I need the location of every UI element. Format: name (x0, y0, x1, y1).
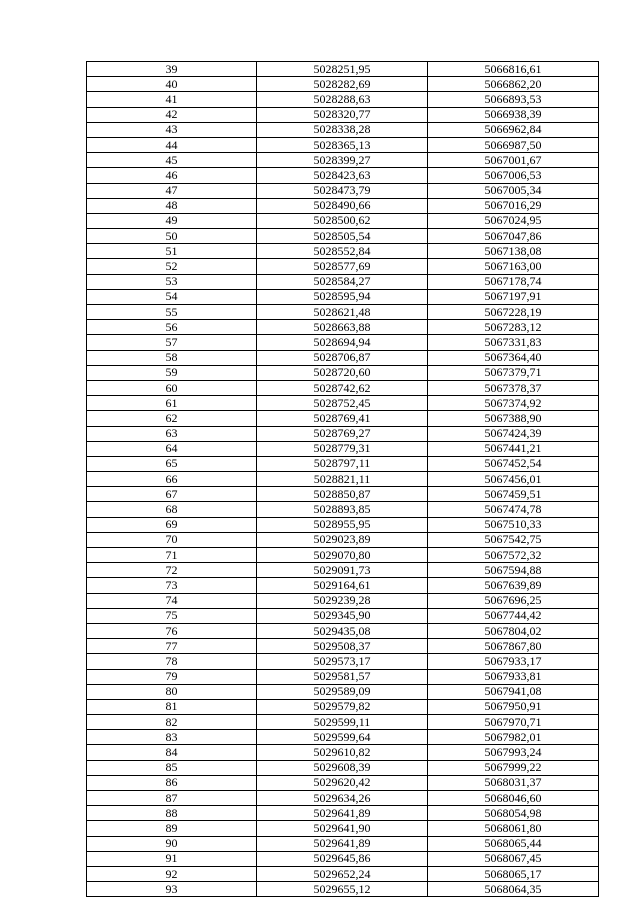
y-coordinate-cell: 5068065,44 (428, 836, 599, 851)
table-row (87, 122, 599, 137)
table-row (87, 563, 599, 578)
y-coordinate-cell: 5066862,20 (428, 77, 599, 92)
point-number-cell: 80 (87, 684, 257, 699)
x-coordinate-cell: 5028577,69 (257, 259, 428, 274)
table-row (87, 396, 599, 411)
y-coordinate-cell: 5067178,74 (428, 274, 599, 289)
table-row (87, 244, 599, 259)
x-coordinate-cell: 5028365,13 (257, 137, 428, 152)
table-row (87, 229, 599, 244)
x-coordinate-cell: 5029641,90 (257, 821, 428, 836)
point-number-cell: 55 (87, 305, 257, 320)
x-coordinate-cell: 5029610,82 (257, 745, 428, 760)
x-coordinate-cell: 5028663,88 (257, 320, 428, 335)
table-row (87, 335, 599, 350)
x-coordinate-cell: 5028797,11 (257, 456, 428, 471)
x-coordinate-cell: 5028769,41 (257, 411, 428, 426)
x-coordinate-cell: 5029508,37 (257, 639, 428, 654)
y-coordinate-cell: 5068067,45 (428, 851, 599, 866)
y-coordinate-cell: 5067594,88 (428, 563, 599, 578)
x-coordinate-cell: 5029641,89 (257, 806, 428, 821)
x-coordinate-cell: 5028779,31 (257, 441, 428, 456)
x-coordinate-cell: 5029573,17 (257, 654, 428, 669)
table-row (87, 441, 599, 456)
y-coordinate-cell: 5067950,91 (428, 699, 599, 714)
y-coordinate-cell: 5067006,53 (428, 168, 599, 183)
table-row (87, 623, 599, 638)
x-coordinate-cell: 5028505,54 (257, 229, 428, 244)
x-coordinate-cell: 5028706,87 (257, 350, 428, 365)
point-number-cell: 90 (87, 836, 257, 851)
table-row (87, 654, 599, 669)
y-coordinate-cell: 5067001,67 (428, 153, 599, 168)
table-row (87, 274, 599, 289)
table-row (87, 153, 599, 168)
x-coordinate-cell: 5029599,11 (257, 715, 428, 730)
x-coordinate-cell: 5028850,87 (257, 487, 428, 502)
x-coordinate-cell: 5028423,63 (257, 168, 428, 183)
table-row (87, 305, 599, 320)
x-coordinate-cell: 5028552,84 (257, 244, 428, 259)
point-number-cell: 87 (87, 791, 257, 806)
coordinates-table-body (87, 62, 599, 897)
y-coordinate-cell: 5068064,35 (428, 882, 599, 897)
point-number-cell: 91 (87, 851, 257, 866)
table-row (87, 775, 599, 790)
table-row (87, 502, 599, 517)
table-row (87, 669, 599, 684)
y-coordinate-cell: 5067024,95 (428, 213, 599, 228)
x-coordinate-cell: 5029655,12 (257, 882, 428, 897)
x-coordinate-cell: 5028490,66 (257, 198, 428, 213)
point-number-cell: 52 (87, 259, 257, 274)
point-number-cell: 50 (87, 229, 257, 244)
y-coordinate-cell: 5067933,17 (428, 654, 599, 669)
y-coordinate-cell: 5067510,33 (428, 517, 599, 532)
point-number-cell: 82 (87, 715, 257, 730)
x-coordinate-cell: 5029091,73 (257, 563, 428, 578)
y-coordinate-cell: 5066962,84 (428, 122, 599, 137)
table-row (87, 608, 599, 623)
x-coordinate-cell: 5029652,24 (257, 866, 428, 881)
y-coordinate-cell: 5067197,91 (428, 289, 599, 304)
table-row (87, 745, 599, 760)
table-row (87, 517, 599, 532)
point-number-cell: 49 (87, 213, 257, 228)
x-coordinate-cell: 5029070,80 (257, 548, 428, 563)
y-coordinate-cell: 5067459,51 (428, 487, 599, 502)
x-coordinate-cell: 5029608,39 (257, 760, 428, 775)
point-number-cell: 71 (87, 548, 257, 563)
point-number-cell: 79 (87, 669, 257, 684)
table-row (87, 411, 599, 426)
point-number-cell: 70 (87, 532, 257, 547)
coordinates-table (86, 61, 599, 897)
table-row (87, 730, 599, 745)
table-row (87, 168, 599, 183)
x-coordinate-cell: 5028320,77 (257, 107, 428, 122)
point-number-cell: 85 (87, 760, 257, 775)
y-coordinate-cell: 5067441,21 (428, 441, 599, 456)
table-row (87, 92, 599, 107)
table-row (87, 806, 599, 821)
x-coordinate-cell: 5028282,69 (257, 77, 428, 92)
y-coordinate-cell: 5066893,53 (428, 92, 599, 107)
x-coordinate-cell: 5029599,64 (257, 730, 428, 745)
x-coordinate-cell: 5029239,28 (257, 593, 428, 608)
x-coordinate-cell: 5028893,85 (257, 502, 428, 517)
point-number-cell: 43 (87, 122, 257, 137)
point-number-cell: 61 (87, 396, 257, 411)
y-coordinate-cell: 5067867,80 (428, 639, 599, 654)
y-coordinate-cell: 5068054,98 (428, 806, 599, 821)
table-row (87, 760, 599, 775)
point-number-cell: 54 (87, 289, 257, 304)
y-coordinate-cell: 5066816,61 (428, 62, 599, 77)
x-coordinate-cell: 5028821,11 (257, 472, 428, 487)
x-coordinate-cell: 5028399,27 (257, 153, 428, 168)
point-number-cell: 60 (87, 380, 257, 395)
y-coordinate-cell: 5067452,54 (428, 456, 599, 471)
table-row (87, 578, 599, 593)
x-coordinate-cell: 5028338,28 (257, 122, 428, 137)
point-number-cell: 64 (87, 441, 257, 456)
y-coordinate-cell: 5067228,19 (428, 305, 599, 320)
point-number-cell: 53 (87, 274, 257, 289)
table-row (87, 593, 599, 608)
y-coordinate-cell: 5067639,89 (428, 578, 599, 593)
y-coordinate-cell: 5067941,08 (428, 684, 599, 699)
x-coordinate-cell: 5028621,48 (257, 305, 428, 320)
x-coordinate-cell: 5029581,57 (257, 669, 428, 684)
point-number-cell: 57 (87, 335, 257, 350)
point-number-cell: 58 (87, 350, 257, 365)
point-number-cell: 75 (87, 608, 257, 623)
point-number-cell: 74 (87, 593, 257, 608)
point-number-cell: 44 (87, 137, 257, 152)
y-coordinate-cell: 5066987,50 (428, 137, 599, 152)
y-coordinate-cell: 5067744,42 (428, 608, 599, 623)
y-coordinate-cell: 5067283,12 (428, 320, 599, 335)
point-number-cell: 67 (87, 487, 257, 502)
x-coordinate-cell: 5028473,79 (257, 183, 428, 198)
table-row (87, 289, 599, 304)
table-row (87, 456, 599, 471)
table-row (87, 259, 599, 274)
y-coordinate-cell: 5067138,08 (428, 244, 599, 259)
table-row (87, 882, 599, 897)
y-coordinate-cell: 5067999,22 (428, 760, 599, 775)
y-coordinate-cell: 5067542,75 (428, 532, 599, 547)
x-coordinate-cell: 5029435,08 (257, 623, 428, 638)
x-coordinate-cell: 5029023,89 (257, 532, 428, 547)
table-row (87, 198, 599, 213)
table-row (87, 791, 599, 806)
x-coordinate-cell: 5029345,90 (257, 608, 428, 623)
y-coordinate-cell: 5067933,81 (428, 669, 599, 684)
y-coordinate-cell: 5067374,92 (428, 396, 599, 411)
y-coordinate-cell: 5067804,02 (428, 623, 599, 638)
y-coordinate-cell: 5067696,25 (428, 593, 599, 608)
point-number-cell: 81 (87, 699, 257, 714)
point-number-cell: 76 (87, 623, 257, 638)
y-coordinate-cell: 5067379,71 (428, 365, 599, 380)
x-coordinate-cell: 5028584,27 (257, 274, 428, 289)
point-number-cell: 78 (87, 654, 257, 669)
y-coordinate-cell: 5067424,39 (428, 426, 599, 441)
table-row (87, 213, 599, 228)
point-number-cell: 69 (87, 517, 257, 532)
y-coordinate-cell: 5067163,00 (428, 259, 599, 274)
y-coordinate-cell: 5067982,01 (428, 730, 599, 745)
table-row (87, 380, 599, 395)
y-coordinate-cell: 5067993,24 (428, 745, 599, 760)
point-number-cell: 86 (87, 775, 257, 790)
point-number-cell: 84 (87, 745, 257, 760)
y-coordinate-cell: 5067388,90 (428, 411, 599, 426)
x-coordinate-cell: 5029645,86 (257, 851, 428, 866)
point-number-cell: 66 (87, 472, 257, 487)
point-number-cell: 46 (87, 168, 257, 183)
x-coordinate-cell: 5028595,94 (257, 289, 428, 304)
point-number-cell: 77 (87, 639, 257, 654)
point-number-cell: 65 (87, 456, 257, 471)
y-coordinate-cell: 5067005,34 (428, 183, 599, 198)
table-row (87, 851, 599, 866)
x-coordinate-cell: 5028694,94 (257, 335, 428, 350)
x-coordinate-cell: 5029641,89 (257, 836, 428, 851)
table-row (87, 715, 599, 730)
point-number-cell: 41 (87, 92, 257, 107)
point-number-cell: 42 (87, 107, 257, 122)
point-number-cell: 47 (87, 183, 257, 198)
table-row (87, 77, 599, 92)
table-row (87, 426, 599, 441)
point-number-cell: 63 (87, 426, 257, 441)
x-coordinate-cell: 5029620,42 (257, 775, 428, 790)
point-number-cell: 73 (87, 578, 257, 593)
table-row (87, 62, 599, 77)
point-number-cell: 56 (87, 320, 257, 335)
y-coordinate-cell: 5068031,37 (428, 775, 599, 790)
y-coordinate-cell: 5066938,39 (428, 107, 599, 122)
y-coordinate-cell: 5067331,83 (428, 335, 599, 350)
point-number-cell: 51 (87, 244, 257, 259)
table-row (87, 183, 599, 198)
table-row (87, 866, 599, 881)
point-number-cell: 72 (87, 563, 257, 578)
y-coordinate-cell: 5067572,32 (428, 548, 599, 563)
x-coordinate-cell: 5029164,61 (257, 578, 428, 593)
x-coordinate-cell: 5028752,45 (257, 396, 428, 411)
table-row (87, 320, 599, 335)
point-number-cell: 88 (87, 806, 257, 821)
y-coordinate-cell: 5067364,40 (428, 350, 599, 365)
y-coordinate-cell: 5067016,29 (428, 198, 599, 213)
x-coordinate-cell: 5028500,62 (257, 213, 428, 228)
y-coordinate-cell: 5067047,86 (428, 229, 599, 244)
x-coordinate-cell: 5028251,95 (257, 62, 428, 77)
table-row (87, 548, 599, 563)
point-number-cell: 89 (87, 821, 257, 836)
point-number-cell: 62 (87, 411, 257, 426)
point-number-cell: 93 (87, 882, 257, 897)
point-number-cell: 40 (87, 77, 257, 92)
point-number-cell: 48 (87, 198, 257, 213)
table-row (87, 107, 599, 122)
table-row (87, 472, 599, 487)
x-coordinate-cell: 5028720,60 (257, 365, 428, 380)
point-number-cell: 92 (87, 866, 257, 881)
point-number-cell: 59 (87, 365, 257, 380)
y-coordinate-cell: 5067456,01 (428, 472, 599, 487)
y-coordinate-cell: 5067378,37 (428, 380, 599, 395)
y-coordinate-cell: 5068065,17 (428, 866, 599, 881)
table-row (87, 487, 599, 502)
y-coordinate-cell: 5068046,60 (428, 791, 599, 806)
table-row (87, 821, 599, 836)
x-coordinate-cell: 5029634,26 (257, 791, 428, 806)
table-row (87, 836, 599, 851)
x-coordinate-cell: 5028955,95 (257, 517, 428, 532)
table-row (87, 684, 599, 699)
x-coordinate-cell: 5029579,82 (257, 699, 428, 714)
point-number-cell: 39 (87, 62, 257, 77)
x-coordinate-cell: 5028288,63 (257, 92, 428, 107)
table-row (87, 639, 599, 654)
point-number-cell: 45 (87, 153, 257, 168)
table-row (87, 350, 599, 365)
y-coordinate-cell: 5067474,78 (428, 502, 599, 517)
y-coordinate-cell: 5067970,71 (428, 715, 599, 730)
x-coordinate-cell: 5028742,62 (257, 380, 428, 395)
table-row (87, 137, 599, 152)
table-row (87, 532, 599, 547)
x-coordinate-cell: 5028769,27 (257, 426, 428, 441)
point-number-cell: 68 (87, 502, 257, 517)
y-coordinate-cell: 5068061,80 (428, 821, 599, 836)
table-row (87, 699, 599, 714)
point-number-cell: 83 (87, 730, 257, 745)
table-row (87, 365, 599, 380)
x-coordinate-cell: 5029589,09 (257, 684, 428, 699)
